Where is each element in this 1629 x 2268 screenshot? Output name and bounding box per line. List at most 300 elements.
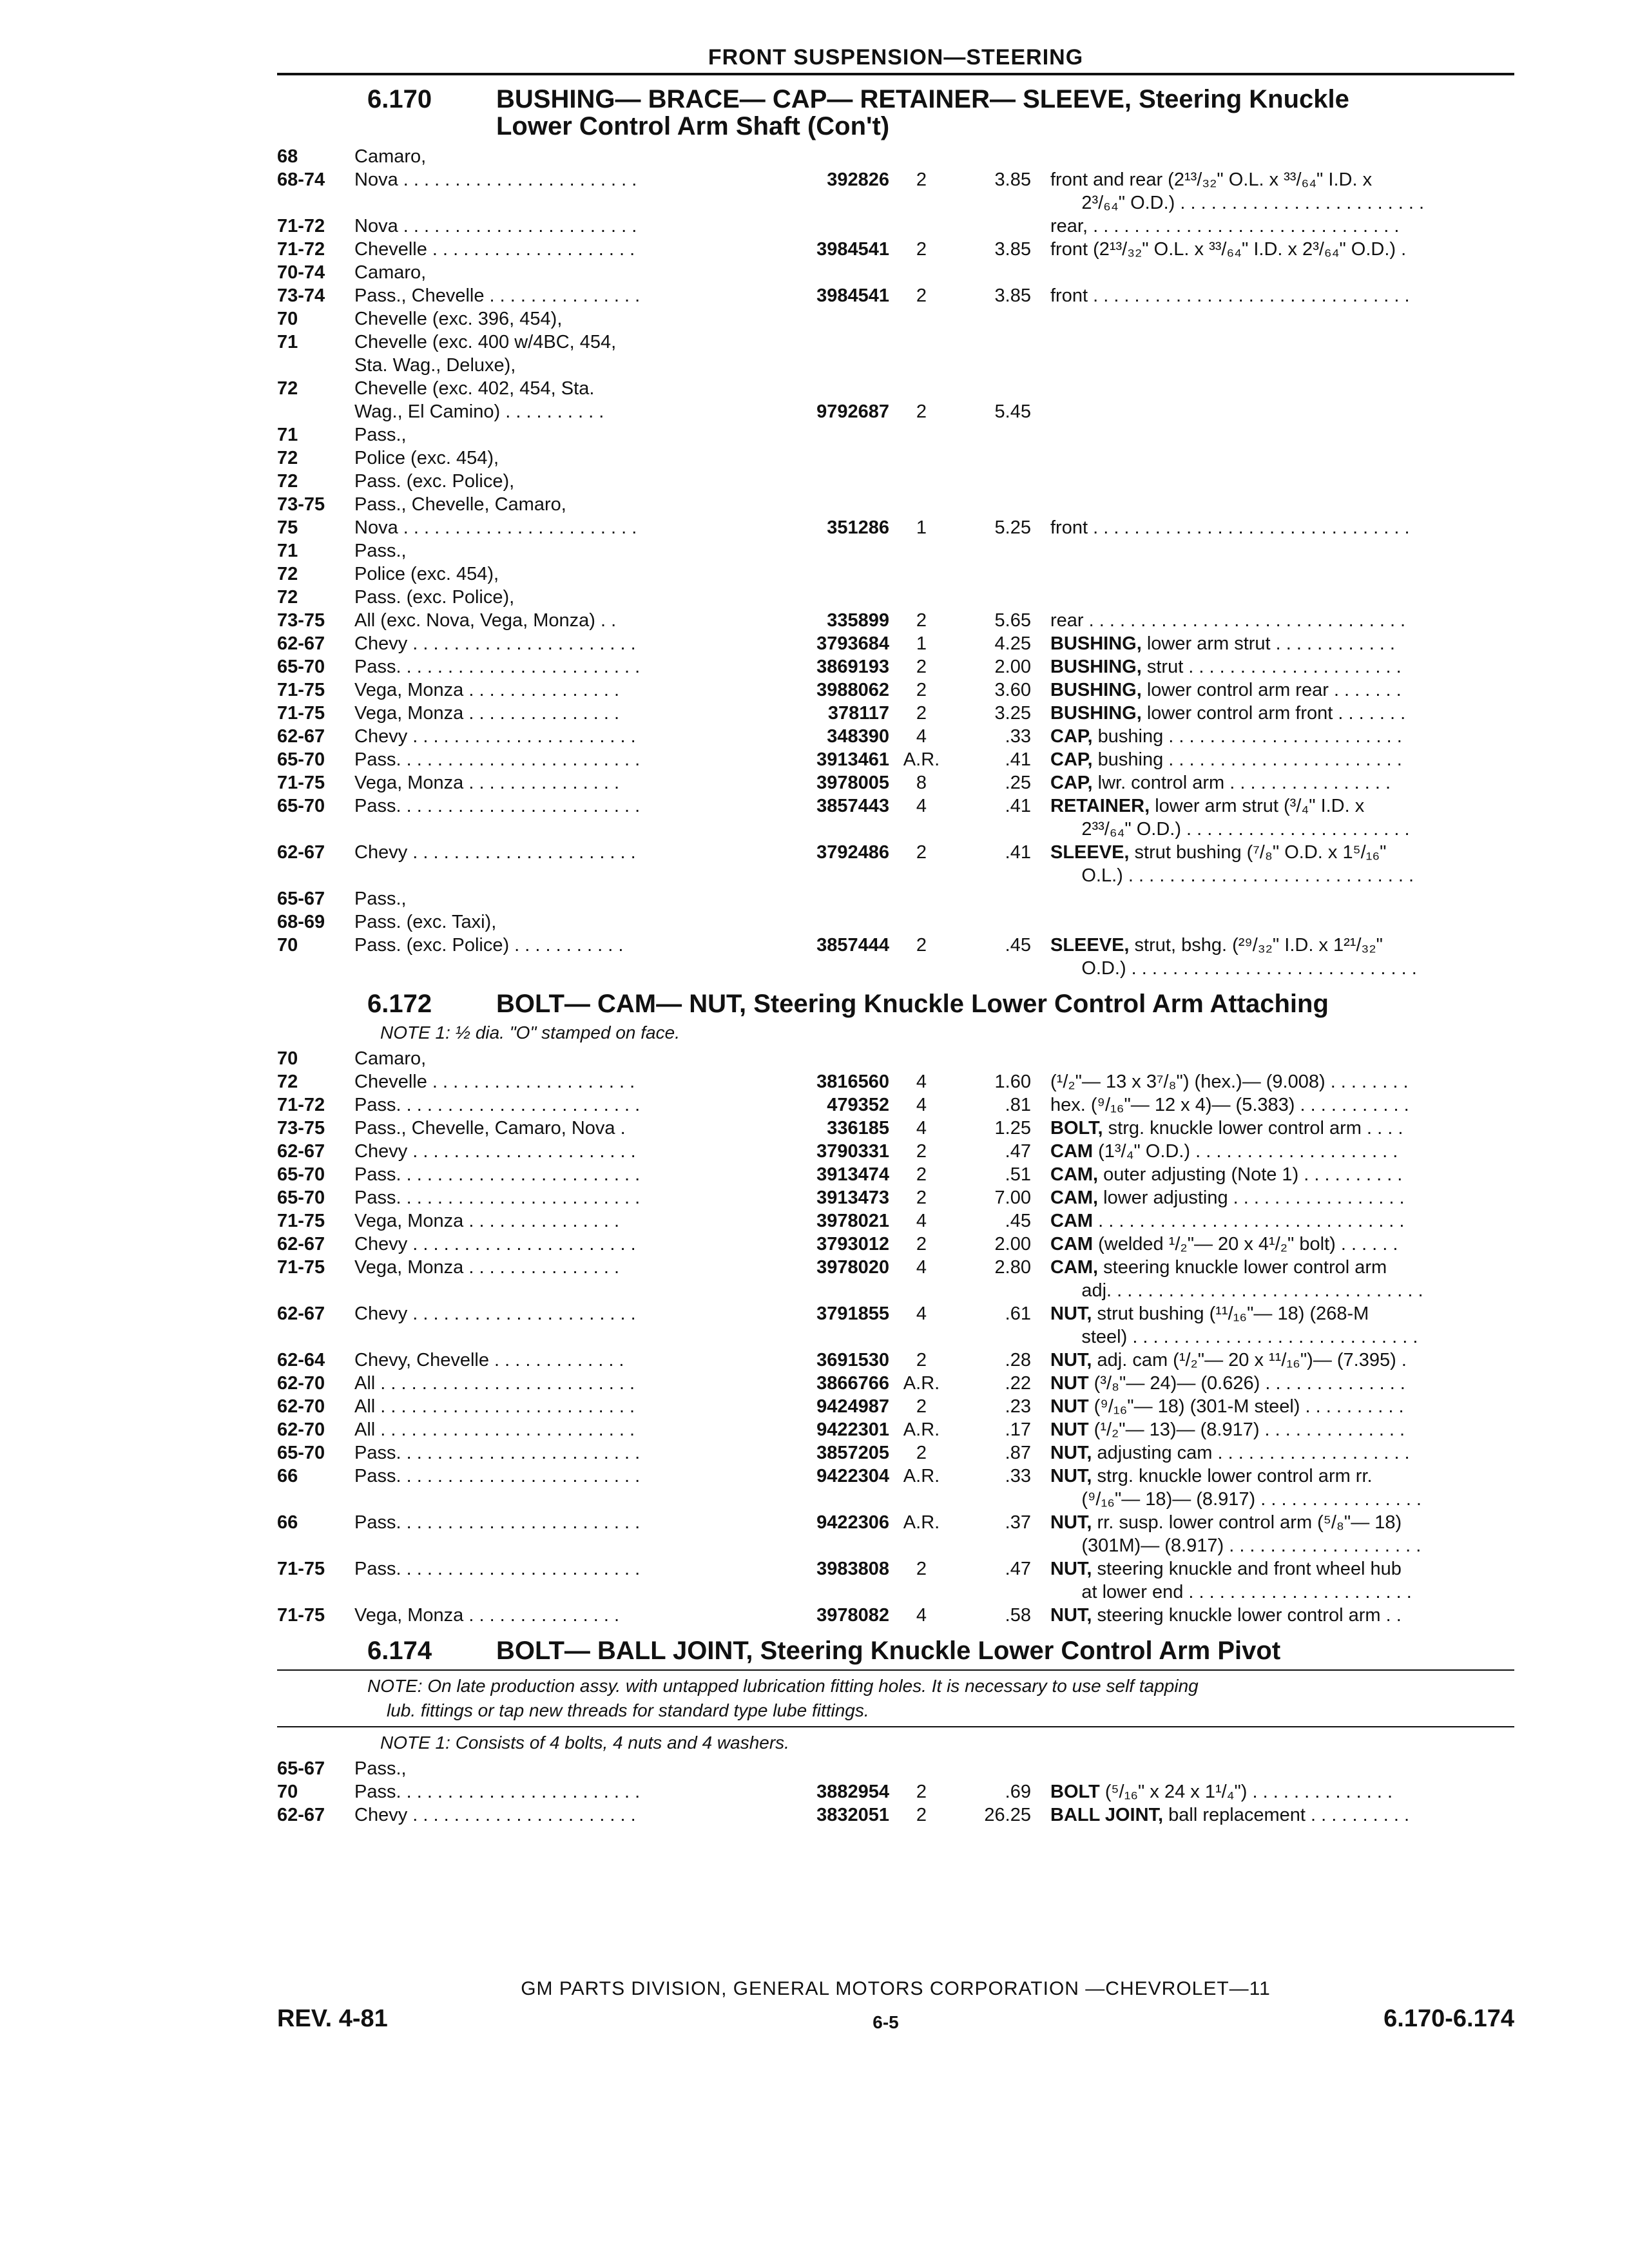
description: O.L.) . . . . . . . . . . . . . . . . . . . . . . . . . . . . <box>1050 865 1414 886</box>
price: .22 <box>1005 1373 1031 1394</box>
model <box>354 1581 780 1604</box>
description: NUT (³/₈"— 24)— (0.626) . . . . . . . . . . . . . . <box>1050 1373 1405 1394</box>
quantity <box>889 1279 954 1302</box>
part-number: 3857443 <box>816 796 889 816</box>
part-number <box>780 447 889 470</box>
price: .61 <box>1005 1303 1031 1324</box>
price: .33 <box>1005 726 1031 747</box>
parts-row <box>277 447 1514 470</box>
model: Chevelle (exc. 402, 454, Sta. <box>354 378 595 399</box>
model-year: 73-74 <box>277 285 325 306</box>
model-year <box>277 957 354 980</box>
section-number: 6.170 <box>367 85 432 113</box>
part-number: 3791855 <box>816 1303 889 1324</box>
description: front (2¹³/₃₂" O.L. x ³³/₆₄" I.D. x 2³/₆₄" O.D.) . <box>1050 239 1407 260</box>
price <box>954 910 1050 934</box>
part-number: 9422306 <box>816 1512 889 1533</box>
price: 3.60 <box>994 680 1031 700</box>
quantity <box>889 1757 954 1780</box>
description: front . . . . . . . . . . . . . . . . . . . . . . . . . . . . . . . <box>1050 285 1410 306</box>
parts-row <box>277 1395 1514 1418</box>
part-number <box>780 1325 889 1349</box>
part-number <box>780 1488 889 1511</box>
part-number <box>780 1047 889 1070</box>
quantity: 4 <box>916 1303 927 1324</box>
model-year: 62-67 <box>277 842 325 863</box>
quantity: 2 <box>916 285 927 306</box>
parts-row <box>277 261 1514 284</box>
price: 1.60 <box>994 1072 1031 1092</box>
description: SLEEVE, strut, bshg. (²⁹/₃₂" I.D. x 1²¹/₃₂" <box>1050 935 1383 956</box>
model: Pass., Chevelle, Camaro, <box>354 494 566 515</box>
section-6-170-rows <box>277 145 1514 980</box>
price <box>954 539 1050 562</box>
part-number: 3913461 <box>816 749 889 770</box>
parts-row <box>277 562 1514 586</box>
model: Pass. (exc. Police), <box>354 587 515 608</box>
section-6-174-title <box>277 1637 1514 1664</box>
part-number <box>780 191 889 215</box>
price <box>954 1757 1050 1780</box>
quantity: A.R. <box>903 1373 940 1394</box>
description <box>1050 586 1514 609</box>
price <box>954 447 1050 470</box>
parts-row <box>277 586 1514 609</box>
quantity <box>889 957 954 980</box>
price: 2.00 <box>994 657 1031 677</box>
description: front . . . . . . . . . . . . . . . . . . . . . . . . . . . . . . . <box>1050 517 1410 538</box>
description <box>1050 377 1514 400</box>
quantity: A.R. <box>903 1512 940 1533</box>
parts-row <box>277 1581 1514 1604</box>
price: 3.25 <box>994 703 1031 724</box>
description: CAM (1³/₄" O.D.) . . . . . . . . . . . . . . . . . . . . <box>1050 1141 1398 1162</box>
part-number: 378117 <box>827 703 889 724</box>
quantity <box>889 447 954 470</box>
description: RETAINER, lower arm strut (³/₄" I.D. x <box>1050 796 1365 816</box>
description: CAM, steering knuckle lower control arm <box>1050 1257 1387 1278</box>
quantity <box>889 191 954 215</box>
parts-row <box>277 1163 1514 1186</box>
model-year: 71-72 <box>277 239 325 260</box>
quantity: 2 <box>916 935 927 956</box>
model-year: 65-70 <box>277 796 325 816</box>
description: SLEEVE, strut bushing (⁷/₈" O.D. x 1⁵/₁₆" <box>1050 842 1387 863</box>
price <box>954 307 1050 331</box>
parts-row <box>277 1325 1514 1349</box>
quantity <box>889 562 954 586</box>
description: NUT, steering knuckle and front wheel hub <box>1050 1559 1402 1579</box>
quantity <box>889 331 954 354</box>
description: O.D.) . . . . . . . . . . . . . . . . . . . . . . . . . . . . <box>1050 958 1417 979</box>
section-title: BOLT— BALL JOINT, Steering Knuckle Lower Control Arm Pivot <box>496 1637 1281 1665</box>
model-year: 62-70 <box>277 1373 325 1394</box>
parts-row <box>277 748 1514 771</box>
description: NUT, adj. cam (¹/₂"— 20 x ¹¹/₁₆")— (7.395) . <box>1050 1350 1407 1370</box>
quantity <box>889 377 954 400</box>
model: Camaro, <box>354 1048 427 1069</box>
section-title: BUSHING— BRACE— CAP— RETAINER— SLEEVE, Steering Knuckle <box>496 85 1349 113</box>
model: Pass. . . . . . . . . . . . . . . . . . . . . . . . <box>354 749 641 770</box>
part-number <box>780 864 889 887</box>
parts-row <box>277 354 1514 377</box>
model-year: 71-75 <box>277 1211 325 1231</box>
model: Pass. . . . . . . . . . . . . . . . . . . . . . . . <box>354 1164 641 1185</box>
model-year: 62-70 <box>277 1396 325 1417</box>
part-number: 3913473 <box>816 1187 889 1208</box>
part-number: 3978005 <box>816 773 889 793</box>
model-year: 68 <box>277 146 298 167</box>
model-year: 71 <box>277 425 298 445</box>
section-number: 6.172 <box>367 990 432 1018</box>
quantity: 2 <box>916 657 927 677</box>
part-number <box>780 145 889 168</box>
model <box>354 1534 780 1557</box>
quantity: 1 <box>916 517 927 538</box>
parts-row <box>277 1140 1514 1163</box>
price <box>954 215 1050 238</box>
description: hex. (⁹/₁₆"— 12 x 4)— (5.383) . . . . . . . . . . . <box>1050 1095 1409 1115</box>
parts-row <box>277 678 1514 702</box>
price <box>954 586 1050 609</box>
quantity <box>889 307 954 331</box>
model: Pass., <box>354 889 407 909</box>
section-subtitle: Lower Control Arm Shaft (Con't) <box>496 112 890 140</box>
parts-row <box>277 1534 1514 1557</box>
model-year: 62-70 <box>277 1419 325 1440</box>
page-number: 6-5 <box>872 2012 899 2032</box>
price <box>954 145 1050 168</box>
model-year: 70 <box>277 1048 298 1069</box>
price: .17 <box>1005 1419 1031 1440</box>
section-number: 6.174 <box>367 1637 432 1665</box>
model-year <box>277 400 354 423</box>
part-number: 3792486 <box>816 842 889 863</box>
price <box>954 470 1050 493</box>
model-year: 66 <box>277 1466 298 1486</box>
model-year: 72 <box>277 587 298 608</box>
model: All (exc. Nova, Vega, Monza) . . <box>354 610 617 631</box>
description <box>1050 470 1514 493</box>
description: rear, . . . . . . . . . . . . . . . . . . . . . . . . . . . . . . <box>1050 216 1400 236</box>
price <box>954 423 1050 447</box>
parts-row <box>277 1093 1514 1117</box>
model: Pass. . . . . . . . . . . . . . . . . . . . . . . . <box>354 796 641 816</box>
parts-row <box>277 516 1514 539</box>
part-number <box>780 562 889 586</box>
model: All . . . . . . . . . . . . . . . . . . . . . . . . . <box>354 1419 635 1440</box>
description <box>1050 354 1514 377</box>
quantity <box>889 354 954 377</box>
model: Camaro, <box>354 146 427 167</box>
part-number: 3857205 <box>816 1443 889 1463</box>
part-number <box>780 215 889 238</box>
model-year: 72 <box>277 564 298 584</box>
description: CAM (welded ¹/₂"— 20 x 4¹/₂" bolt) . . . . . . <box>1050 1234 1398 1254</box>
description: 2³/₆₄" O.D.) . . . . . . . . . . . . . . . . . . . . . . . . <box>1050 193 1425 213</box>
part-number <box>780 307 889 331</box>
part-number: 3913474 <box>816 1164 889 1185</box>
parts-row <box>277 470 1514 493</box>
quantity: A.R. <box>903 1466 940 1486</box>
quantity: A.R. <box>903 749 940 770</box>
production-note-line1: NOTE: On late production assy. with untapped lubrication fitting holes. It is necessary to use self tapping <box>367 1676 1199 1696</box>
quantity: 2 <box>916 842 927 863</box>
description: NUT, adjusting cam . . . . . . . . . . . . . . . . . . . <box>1050 1443 1410 1463</box>
description <box>1050 261 1514 284</box>
price: .41 <box>1005 749 1031 770</box>
price <box>954 1488 1050 1511</box>
quantity <box>889 423 954 447</box>
part-number: 3790331 <box>816 1141 889 1162</box>
model <box>354 1488 780 1511</box>
quantity: 2 <box>916 1350 927 1370</box>
model: Pass., <box>354 1758 407 1779</box>
model-year: 68-69 <box>277 912 325 932</box>
parts-row <box>277 145 1514 168</box>
part-number: 351286 <box>827 517 889 538</box>
price <box>954 1047 1050 1070</box>
model-year: 62-67 <box>277 1234 325 1254</box>
model: Pass. (exc. Police), <box>354 471 515 492</box>
model: Chevy . . . . . . . . . . . . . . . . . . . . . . <box>354 633 636 654</box>
model-year: 73-75 <box>277 610 325 631</box>
parts-row <box>277 539 1514 562</box>
parts-row <box>277 1209 1514 1233</box>
description: at lower end . . . . . . . . . . . . . . . . . . . . . . <box>1050 1582 1412 1602</box>
model: Chevy . . . . . . . . . . . . . . . . . . . . . . <box>354 1141 636 1162</box>
parts-row <box>277 1186 1514 1209</box>
model: Chevelle . . . . . . . . . . . . . . . . . . . . <box>354 1072 635 1092</box>
model-year: 71 <box>277 541 298 561</box>
parts-row <box>277 1557 1514 1581</box>
quantity <box>889 145 954 168</box>
parts-row <box>277 771 1514 794</box>
description: BALL JOINT, ball replacement . . . . . . . . . . <box>1050 1805 1410 1825</box>
model: Pass. . . . . . . . . . . . . . . . . . . . . . . . <box>354 1559 641 1579</box>
model: Pass. . . . . . . . . . . . . . . . . . . . . . . . <box>354 1443 641 1463</box>
part-number: 3691530 <box>816 1350 889 1370</box>
model-year <box>277 191 354 215</box>
price <box>954 1279 1050 1302</box>
part-number: 348390 <box>827 726 889 747</box>
description: BUSHING, lower control arm rear . . . . . . . <box>1050 680 1402 700</box>
description <box>1050 307 1514 331</box>
model: Pass. . . . . . . . . . . . . . . . . . . . . . . . <box>354 1095 641 1115</box>
description: front and rear (2¹³/₃₂" O.L. x ³³/₆₄" I.D. x <box>1050 169 1373 190</box>
model-year <box>277 1488 354 1511</box>
model: Chevelle (exc. 400 w/4BC, 454, <box>354 332 617 352</box>
model-year: 73-75 <box>277 494 325 515</box>
price <box>954 1325 1050 1349</box>
part-number: 3832051 <box>816 1805 889 1825</box>
quantity: 2 <box>916 1164 927 1185</box>
part-number <box>780 354 889 377</box>
part-number: 3882954 <box>816 1782 889 1802</box>
description: (⁹/₁₆"— 18)— (8.917) . . . . . . . . . . . . . . . . <box>1050 1489 1422 1510</box>
parts-catalog-page <box>277 45 1514 1827</box>
parts-row <box>277 1803 1514 1827</box>
revision: REV. 4-81 <box>277 2005 388 2032</box>
model-year: 72 <box>277 448 298 468</box>
description: adj. . . . . . . . . . . . . . . . . . . . . . . . . . . . . . . <box>1050 1280 1423 1301</box>
model: Pass., <box>354 425 407 445</box>
quantity <box>889 864 954 887</box>
price: .87 <box>1005 1443 1031 1463</box>
parts-row <box>277 1349 1514 1372</box>
parts-row <box>277 864 1514 887</box>
quantity <box>889 887 954 910</box>
description: NUT, rr. susp. lower control arm (⁵/₈"— 18) <box>1050 1512 1402 1533</box>
model-year: 71-72 <box>277 1095 325 1115</box>
quantity <box>889 586 954 609</box>
model-year: 70 <box>277 935 298 956</box>
price: 5.25 <box>994 517 1031 538</box>
model-year: 68-74 <box>277 169 325 190</box>
model-year: 65-67 <box>277 889 325 909</box>
quantity: 4 <box>916 1118 927 1139</box>
model: Wag., El Camino) . . . . . . . . . . <box>354 401 604 422</box>
part-number: 335899 <box>827 610 889 631</box>
model-year: 71-75 <box>277 680 325 700</box>
quantity: 2 <box>916 1141 927 1162</box>
note-rule-top <box>277 1669 1514 1671</box>
parts-row <box>277 1465 1514 1488</box>
model: Pass. (exc. Taxi), <box>354 912 497 932</box>
price <box>954 493 1050 516</box>
price: .47 <box>1005 1141 1031 1162</box>
quantity: 2 <box>916 1187 927 1208</box>
model: Vega, Monza . . . . . . . . . . . . . . . <box>354 773 619 793</box>
price <box>954 1581 1050 1604</box>
description: CAM . . . . . . . . . . . . . . . . . . . . . . . . . . . . . . <box>1050 1211 1405 1231</box>
parts-row <box>277 1279 1514 1302</box>
model-year: 66 <box>277 1512 298 1533</box>
quantity <box>889 1325 954 1349</box>
part-number <box>780 1581 889 1604</box>
quantity: 4 <box>916 1095 927 1115</box>
parts-row <box>277 1757 1514 1780</box>
model: Police (exc. 454), <box>354 564 499 584</box>
price: 3.85 <box>994 169 1031 190</box>
model: Pass. (exc. Police) . . . . . . . . . . . <box>354 935 624 956</box>
quantity: 2 <box>916 1443 927 1463</box>
parts-row <box>277 702 1514 725</box>
section-6-170-title <box>277 86 1514 140</box>
model: Nova . . . . . . . . . . . . . . . . . . . . . . . <box>354 517 637 538</box>
quantity: 2 <box>916 680 927 700</box>
part-number: 9424987 <box>816 1396 889 1417</box>
model: Sta. Wag., Deluxe), <box>354 355 516 376</box>
part-number <box>780 423 889 447</box>
parts-row <box>277 725 1514 748</box>
model-year: 71 <box>277 332 298 352</box>
price <box>954 331 1050 354</box>
quantity: 1 <box>916 633 927 654</box>
model-year: 65-70 <box>277 1164 325 1185</box>
part-number <box>780 261 889 284</box>
model-year: 71-75 <box>277 1559 325 1579</box>
quantity: 2 <box>916 169 927 190</box>
part-number <box>780 1757 889 1780</box>
part-number <box>780 910 889 934</box>
part-number: 3793012 <box>816 1234 889 1254</box>
price: 3.85 <box>994 239 1031 260</box>
quantity <box>889 1534 954 1557</box>
model: Nova . . . . . . . . . . . . . . . . . . . . . . . <box>354 169 637 190</box>
model: Nova . . . . . . . . . . . . . . . . . . . . . . . <box>354 216 637 236</box>
parts-row <box>277 1511 1514 1534</box>
parts-row <box>277 1418 1514 1441</box>
parts-row <box>277 1441 1514 1465</box>
model: Pass., Chevelle, Camaro, Nova . <box>354 1118 626 1139</box>
note-rule-bottom <box>277 1726 1514 1727</box>
description: CAP, lwr. control arm . . . . . . . . . . . . . . . . <box>1050 773 1391 793</box>
description <box>1050 400 1514 423</box>
parts-row <box>277 191 1514 215</box>
quantity: 2 <box>916 1782 927 1802</box>
model: Chevy . . . . . . . . . . . . . . . . . . . . . . <box>354 726 636 747</box>
quantity: 2 <box>916 1559 927 1579</box>
parts-row <box>277 841 1514 864</box>
model: Vega, Monza . . . . . . . . . . . . . . . <box>354 1605 619 1626</box>
part-number <box>780 377 889 400</box>
parts-row <box>277 1256 1514 1279</box>
description: (¹/₂"— 13 x 3⁷/₈") (hex.)— (9.008) . . . . . . . . <box>1050 1072 1409 1092</box>
model: Vega, Monza . . . . . . . . . . . . . . . <box>354 680 619 700</box>
model-year <box>277 354 354 377</box>
part-number <box>780 887 889 910</box>
page-footer <box>277 1978 1514 2033</box>
quantity <box>889 818 954 841</box>
description <box>1050 1047 1514 1070</box>
description: NUT, strg. knuckle lower control arm rr. <box>1050 1466 1373 1486</box>
price: .81 <box>1005 1095 1031 1115</box>
model <box>354 191 780 215</box>
model: Pass. . . . . . . . . . . . . . . . . . . . . . . . <box>354 1512 641 1533</box>
price <box>954 864 1050 887</box>
price: .69 <box>1005 1782 1031 1802</box>
description <box>1050 331 1514 354</box>
description: BOLT (⁵/₁₆" x 24 x 1¹/₄") . . . . . . . . . . . . . . <box>1050 1782 1393 1802</box>
model: Chevelle (exc. 396, 454), <box>354 309 563 329</box>
model: Pass. . . . . . . . . . . . . . . . . . . . . . . . <box>354 1187 641 1208</box>
price: .51 <box>1005 1164 1031 1185</box>
part-number <box>780 586 889 609</box>
parts-row <box>277 1302 1514 1325</box>
part-number: 3978021 <box>816 1211 889 1231</box>
part-number: 3866766 <box>816 1373 889 1394</box>
quantity: 4 <box>916 796 927 816</box>
part-number: 3816560 <box>816 1072 889 1092</box>
model-year <box>277 818 354 841</box>
price: .47 <box>1005 1559 1031 1579</box>
parts-row <box>277 400 1514 423</box>
price: 7.00 <box>994 1187 1031 1208</box>
model: Vega, Monza . . . . . . . . . . . . . . . <box>354 1211 619 1231</box>
model: Vega, Monza . . . . . . . . . . . . . . . <box>354 703 619 724</box>
part-number <box>780 331 889 354</box>
model-year: 71-72 <box>277 216 325 236</box>
description: NUT, steering knuckle lower control arm . . <box>1050 1605 1402 1626</box>
price: 1.25 <box>994 1118 1031 1139</box>
description: rear . . . . . . . . . . . . . . . . . . . . . . . . . . . . . . . <box>1050 610 1406 631</box>
price: 5.45 <box>994 401 1031 422</box>
model: All . . . . . . . . . . . . . . . . . . . . . . . . . <box>354 1373 635 1394</box>
model <box>354 1325 780 1349</box>
quantity <box>889 539 954 562</box>
parts-row <box>277 493 1514 516</box>
